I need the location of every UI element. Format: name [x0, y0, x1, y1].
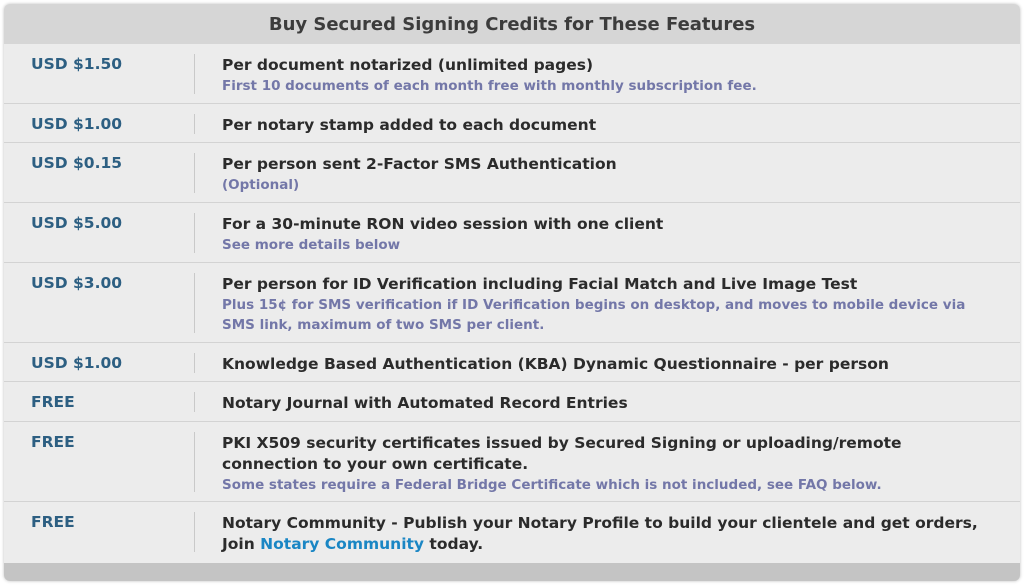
row-sub-text: Some states require a Federal Bridge Certificate which is not included, see FAQ below. — [222, 477, 882, 493]
price-label: USD $1.00 — [31, 115, 123, 133]
row-description — [194, 44, 1020, 103]
see-more-details-link[interactable]: See more details below — [222, 237, 401, 253]
pricing-row-pki-certificates — [4, 422, 1020, 502]
row-main-text: PKI X509 security certificates issued by Secured Signing or uploading/remote connection to your own certificate. — [222, 434, 902, 473]
pricing-rows — [4, 44, 1020, 562]
row-main-text: Per person for ID Verification including Facial Match and Live Image Test — [222, 275, 858, 293]
row-description — [194, 203, 1020, 262]
row-separator — [194, 114, 195, 134]
pricing-row-ron-video — [4, 203, 1020, 263]
pricing-row-notary-stamp — [4, 104, 1020, 143]
row-separator — [194, 273, 195, 333]
row-main-text: Knowledge Based Authentication (KBA) Dynamic Questionnaire - per person — [222, 355, 889, 373]
price-label: USD $1.00 — [31, 354, 123, 372]
row-description — [194, 143, 1020, 202]
price-label: USD $3.00 — [31, 274, 123, 292]
row-separator — [194, 353, 195, 373]
row-separator — [194, 213, 195, 253]
row-description — [194, 343, 1020, 381]
pricing-row-kba — [4, 343, 1020, 382]
row-separator — [194, 512, 195, 552]
row-description — [194, 422, 1020, 501]
pricing-title: Buy Secured Signing Credits for These Features — [268, 13, 756, 35]
price-label: USD $0.15 — [31, 154, 123, 172]
price-label: FREE — [31, 393, 75, 411]
row-separator — [194, 54, 195, 94]
pricing-row-id-verification — [4, 263, 1020, 343]
row-description — [194, 382, 1020, 421]
pricing-row-document-notarized — [4, 44, 1020, 104]
row-sub-text: (Optional) — [222, 177, 300, 193]
row-main-text: Per person sent 2-Factor SMS Authentication — [222, 155, 617, 173]
row-main-text: For a 30-minute RON video session with one client — [222, 215, 664, 233]
row-sub-text: Plus 15¢ for SMS verification if ID Verification begins on desktop, and moves to mobile device via SMS link, maximum of two SMS per client. — [222, 297, 966, 333]
row-main-text: Per notary stamp added to each document — [222, 116, 597, 134]
row-separator — [194, 432, 195, 492]
notary-community-link[interactable]: Notary Community — [260, 535, 425, 553]
price-label: FREE — [31, 433, 75, 451]
row-main-text: Notary Journal with Automated Record Entries — [222, 394, 628, 412]
row-separator — [194, 392, 195, 412]
price-label: FREE — [31, 513, 75, 531]
price-label: USD $1.50 — [31, 55, 123, 73]
row-main-text: Per document notarized (unlimited pages) — [222, 56, 594, 74]
card-footer-bar — [4, 563, 1020, 581]
row-sub-text: First 10 documents of each month free with monthly subscription fee. — [222, 78, 757, 94]
row-main-text-before-link: Notary Community - Publish your Notary Profile to build your clientele and get orders, Join — [222, 514, 978, 553]
row-description — [194, 502, 1020, 562]
row-description — [194, 263, 1020, 342]
pricing-row-sms-authentication — [4, 143, 1020, 203]
pricing-row-notary-journal — [4, 382, 1020, 422]
row-description — [194, 104, 1020, 142]
row-main-text-after-link: today. — [424, 535, 484, 553]
row-separator — [194, 153, 195, 193]
row-main-text — [222, 513, 1000, 555]
pricing-row-notary-community — [4, 502, 1020, 562]
pricing-card — [4, 4, 1020, 581]
price-label: USD $5.00 — [31, 214, 123, 232]
pricing-header — [4, 4, 1020, 44]
